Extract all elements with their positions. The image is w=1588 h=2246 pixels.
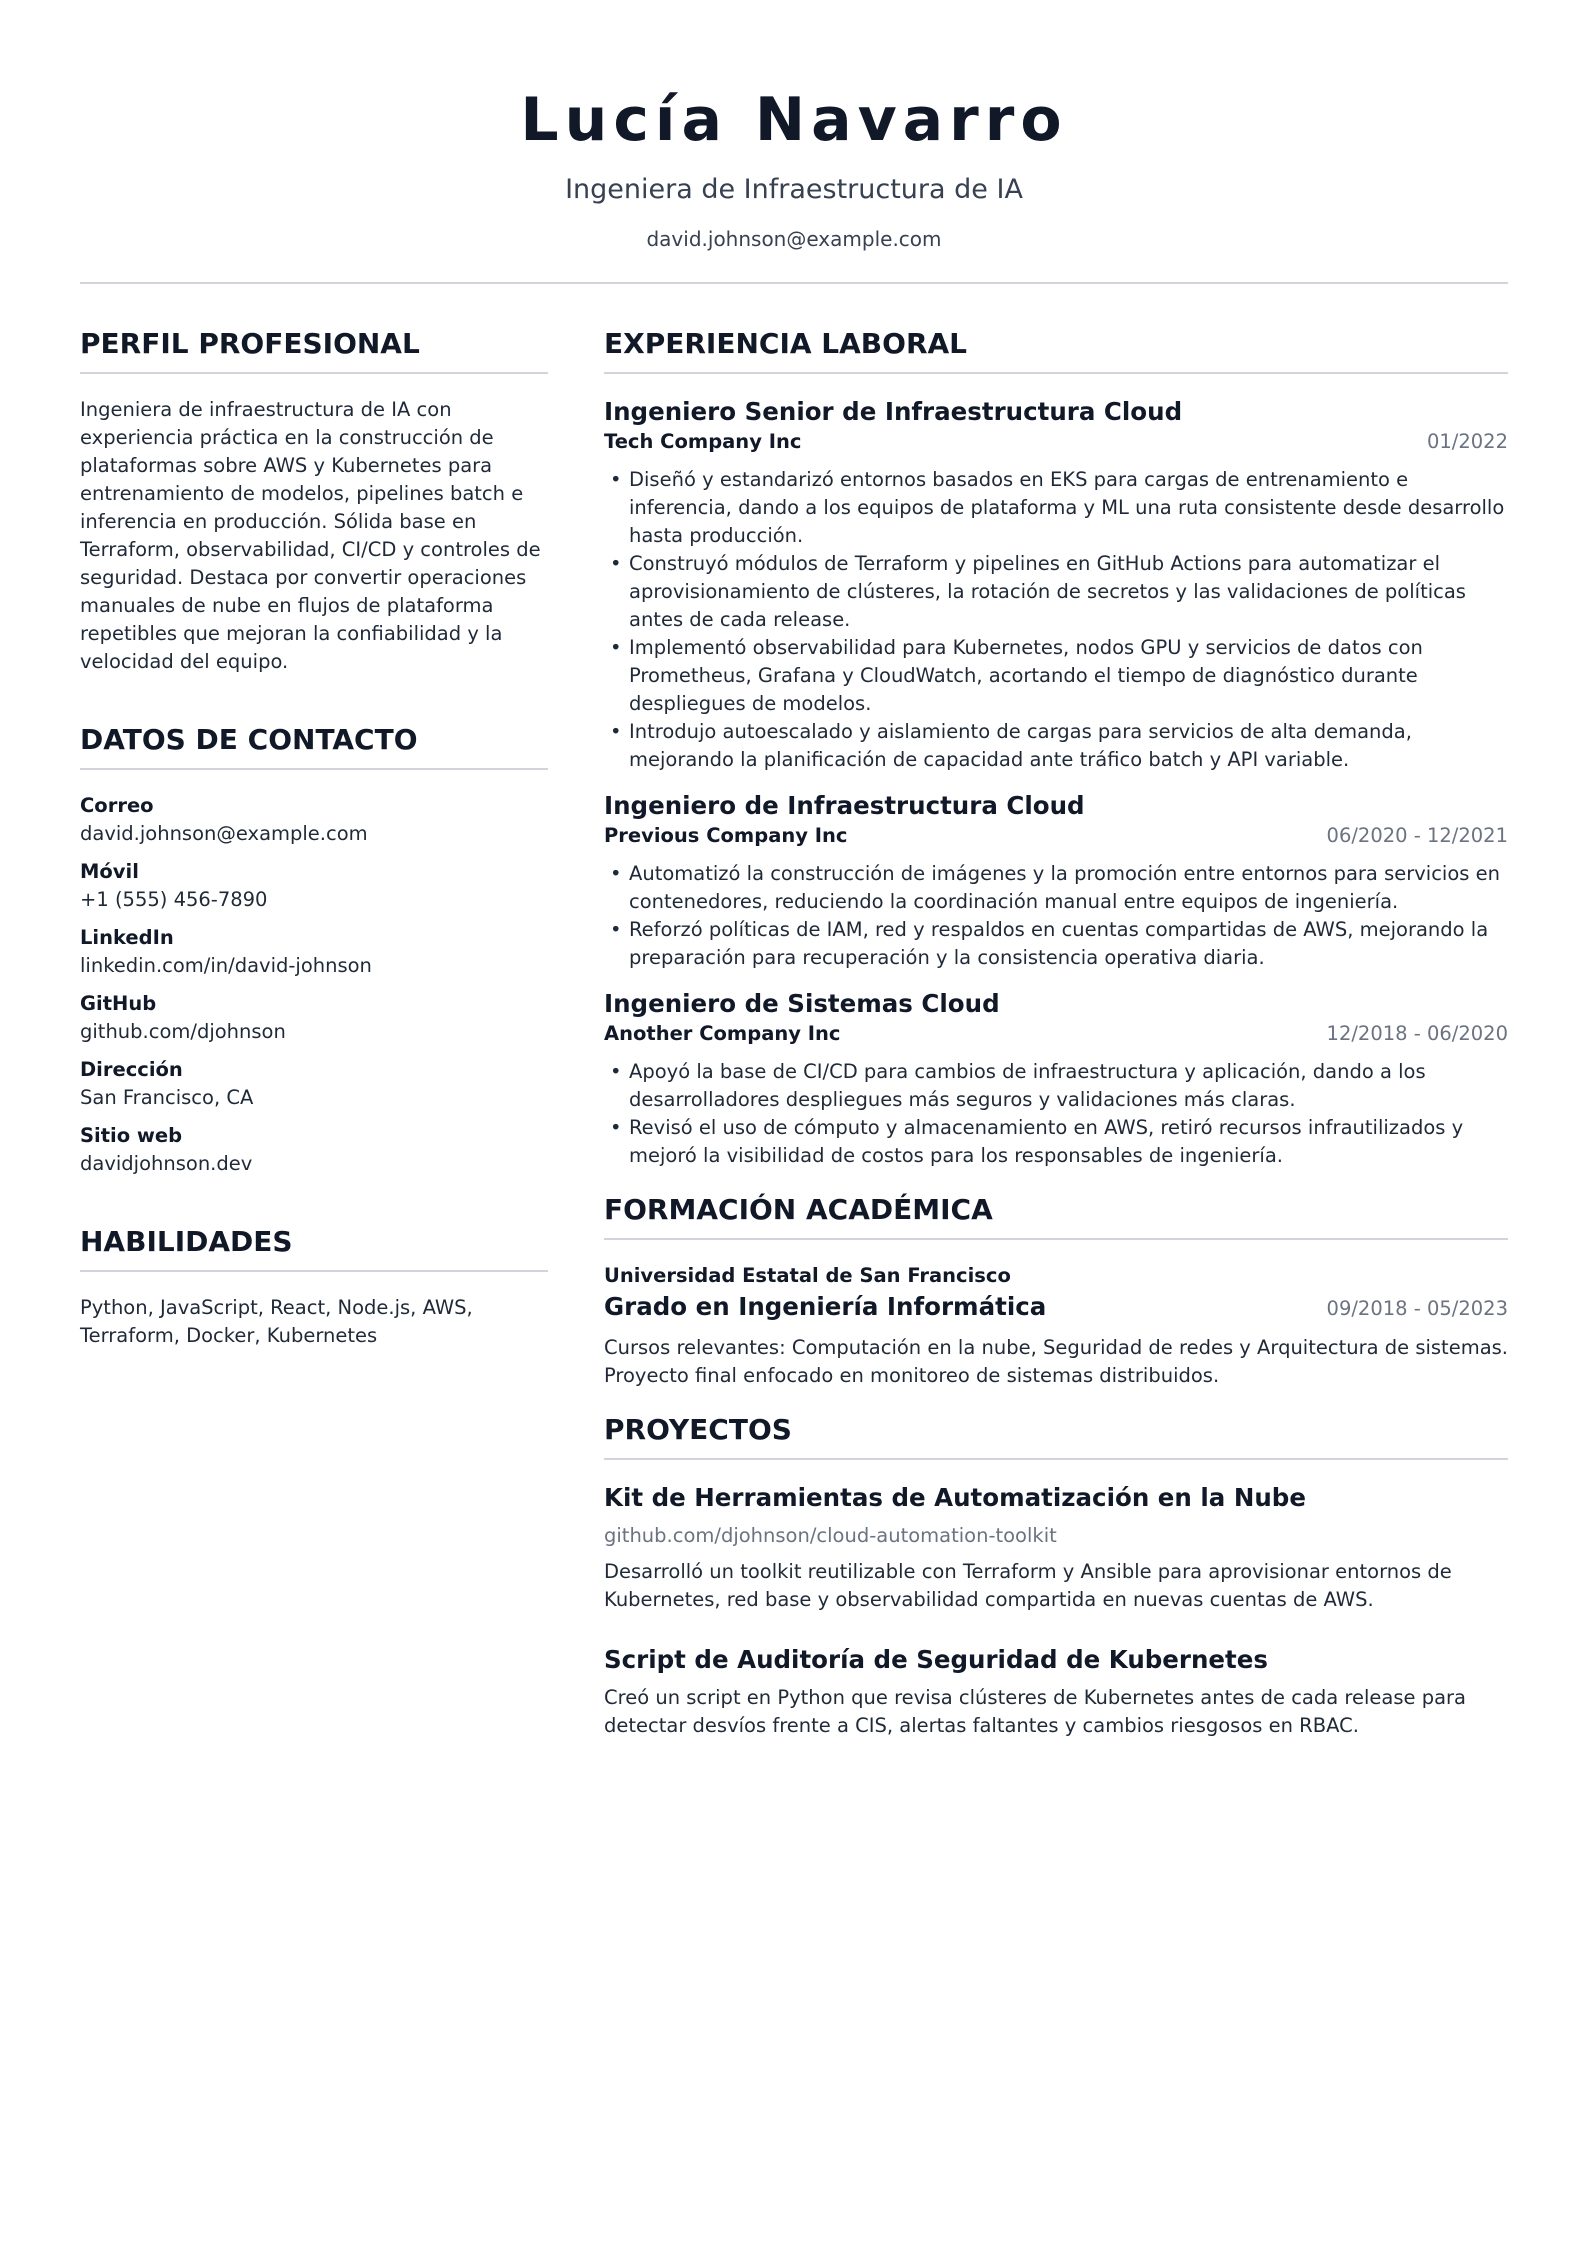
bullet-dot-icon: • — [610, 1060, 622, 1083]
bullet-dot-icon: • — [610, 1116, 622, 1139]
profile-section — [80, 326, 548, 676]
contact-linkedin-link[interactable]: linkedin.com/in/david-johnson — [80, 954, 372, 977]
projects-section — [604, 1412, 1508, 1740]
profile-text: Ingeniera de infraestructura de IA con experiencia práctica en la construcción de plataformas sobre AWS y Kubernetes para entrenamiento de modelos, pipelines batch e inferencia en producción. Sólida base en Terraform, observabilidad, CI/CD y controles de seguridad. Destaca por convertir operaciones manuales de nube en flujos de plataforma repetibles que mejoran la confiabilidad y la velocidad del equipo. — [80, 398, 541, 673]
contact-label: Dirección — [80, 1058, 183, 1081]
job-company: Tech Company Inc — [604, 430, 802, 453]
contact-item-website — [80, 1122, 548, 1178]
job-bullet-text: Implementó observabilidad para Kubernetes, nodos GPU y servicios de datos con Prometheus, Grafana y CloudWatch, acortando el tiempo de diagnóstico durante despliegues de modelos. — [629, 636, 1423, 715]
resume-header — [80, 0, 1508, 284]
job-bullet — [604, 718, 1508, 774]
education-date: 09/2018 - 05/2023 — [1326, 1297, 1508, 1320]
education-heading: FORMACIÓN ACADÉMICA — [604, 1192, 1508, 1240]
contact-github-link[interactable]: github.com/djohnson — [80, 1020, 286, 1043]
job-bullet — [604, 860, 1508, 916]
contact-heading: DATOS DE CONTACTO — [80, 722, 548, 770]
job-title: Ingeniero Senior de Infraestructura Cloud — [604, 397, 1183, 426]
job-meta — [604, 428, 1508, 456]
job-bullet-text: Automatizó la construcción de imágenes y la promoción entre entornos para servicios en contenedores, reduciendo la coordinación manual entre equipos de ingeniería. — [629, 862, 1500, 913]
contact-phone-value: +1 (555) 456-7890 — [80, 888, 268, 911]
education-section — [604, 1192, 1508, 1390]
education-degree: Grado en Ingeniería Informática — [604, 1292, 1047, 1321]
experience-heading: EXPERIENCIA LABORAL — [604, 326, 1508, 374]
project-title: Kit de Herramientas de Automatización en la Nube — [604, 1483, 1306, 1512]
left-column — [80, 326, 548, 1770]
job-meta — [604, 1020, 1508, 1048]
contact-email-value[interactable]: david.johnson@example.com — [80, 822, 368, 845]
contact-address-value: San Francisco, CA — [80, 1086, 254, 1109]
experience-section — [604, 326, 1508, 1170]
contact-item-linkedin — [80, 924, 548, 980]
project-link[interactable]: github.com/djohnson/cloud-automation-toolkit — [604, 1524, 1057, 1547]
bullet-dot-icon: • — [610, 918, 622, 941]
job-title: Ingeniero de Sistemas Cloud — [604, 989, 1000, 1018]
job-date: 01/2022 — [1426, 430, 1508, 453]
job-company: Previous Company Inc — [604, 824, 848, 847]
bullet-dot-icon: • — [610, 720, 622, 743]
job-bullet-text: Introdujo autoescalado y aislamiento de cargas para servicios de alta demanda, mejorando la planificación de capacidad ante tráfico batch y API variable. — [629, 720, 1412, 771]
job-bullets — [604, 860, 1508, 972]
job-bullet — [604, 916, 1508, 972]
project-description: Desarrolló un toolkit reutilizable con Terraform y Ansible para aprovisionar entornos de Kubernetes, red base y observabilidad compartida en nuevas cuentas de AWS. — [604, 1560, 1452, 1611]
candidate-name: Lucía Navarro — [520, 85, 1068, 155]
candidate-role: Ingeniera de Infraestructura de IA — [565, 174, 1023, 205]
job-date: 06/2020 - 12/2021 — [1326, 824, 1508, 847]
right-column — [604, 326, 1508, 1770]
bullet-dot-icon: • — [610, 636, 622, 659]
contact-label: Móvil — [80, 860, 139, 883]
contact-label: LinkedIn — [80, 926, 174, 949]
job-bullet — [604, 550, 1508, 634]
profile-heading: PERFIL PROFESIONAL — [80, 326, 548, 374]
job-bullet — [604, 1058, 1508, 1114]
project-entry — [604, 1644, 1508, 1740]
projects-heading: PROYECTOS — [604, 1412, 1508, 1460]
job-bullet — [604, 634, 1508, 718]
contact-label: GitHub — [80, 992, 157, 1015]
contact-item-github — [80, 990, 548, 1046]
skills-section — [80, 1224, 548, 1350]
project-entry — [604, 1482, 1508, 1614]
skills-text: Python, JavaScript, React, Node.js, AWS, Terraform, Docker, Kubernetes — [80, 1296, 473, 1347]
job-entry — [604, 396, 1508, 774]
project-description: Creó un script en Python que revisa clústeres de Kubernetes antes de cada release para detectar desvíos frente a CIS, alertas faltantes y cambios riesgosos en RBAC. — [604, 1686, 1466, 1737]
skills-heading: HABILIDADES — [80, 1224, 548, 1272]
contact-item-email — [80, 792, 548, 848]
project-title: Script de Auditoría de Seguridad de Kubernetes — [604, 1645, 1268, 1674]
education-school: Universidad Estatal de San Francisco — [604, 1264, 1011, 1287]
job-date: 12/2018 - 06/2020 — [1326, 1022, 1508, 1045]
header-divider — [80, 282, 1508, 284]
resume-columns — [80, 326, 1508, 1770]
education-row — [604, 1290, 1508, 1324]
job-bullet — [604, 1114, 1508, 1170]
contact-section — [80, 722, 548, 1178]
job-meta — [604, 822, 1508, 850]
job-title: Ingeniero de Infraestructura Cloud — [604, 791, 1085, 820]
job-entry — [604, 988, 1508, 1170]
job-entry — [604, 790, 1508, 972]
contact-item-phone — [80, 858, 548, 914]
contact-item-address — [80, 1056, 548, 1112]
job-bullet-text: Revisó el uso de cómputo y almacenamiento en AWS, retiró recursos infrautilizados y mejoró la visibilidad de costos para los responsables de ingeniería. — [629, 1116, 1464, 1167]
job-bullet-text: Reforzó políticas de IAM, red y respaldos en cuentas compartidas de AWS, mejorando la preparación para recuperación y la consistencia operativa diaria. — [629, 918, 1489, 969]
job-bullet-text: Apoyó la base de CI/CD para cambios de infraestructura y aplicación, dando a los desarrolladores despliegues más seguros y validaciones más claras. — [629, 1060, 1426, 1111]
job-bullet — [604, 466, 1508, 550]
job-bullet-text: Construyó módulos de Terraform y pipelines en GitHub Actions para automatizar el aprovisionamiento de clústeres, la rotación de secretos y las validaciones de políticas antes de cada release. — [629, 552, 1466, 631]
bullet-dot-icon: • — [610, 552, 622, 575]
contact-label: Sitio web — [80, 1124, 183, 1147]
contact-label: Correo — [80, 794, 154, 817]
job-bullets — [604, 1058, 1508, 1170]
contact-website-link[interactable]: davidjohnson.dev — [80, 1152, 253, 1175]
bullet-dot-icon: • — [610, 862, 622, 885]
job-company: Another Company Inc — [604, 1022, 841, 1045]
job-bullets — [604, 466, 1508, 774]
job-bullet-text: Diseñó y estandarizó entornos basados en EKS para cargas de entrenamiento e inferencia, dando a los equipos de plataforma y ML una ruta consistente desde desarrollo hasta producción. — [629, 468, 1505, 547]
header-email: david.johnson@example.com — [646, 227, 942, 251]
education-text: Cursos relevantes: Computación en la nube, Seguridad de redes y Arquitectura de sistemas. Proyecto final enfocado en monitoreo de sistemas distribuidos. — [604, 1336, 1509, 1387]
bullet-dot-icon: • — [610, 468, 622, 491]
